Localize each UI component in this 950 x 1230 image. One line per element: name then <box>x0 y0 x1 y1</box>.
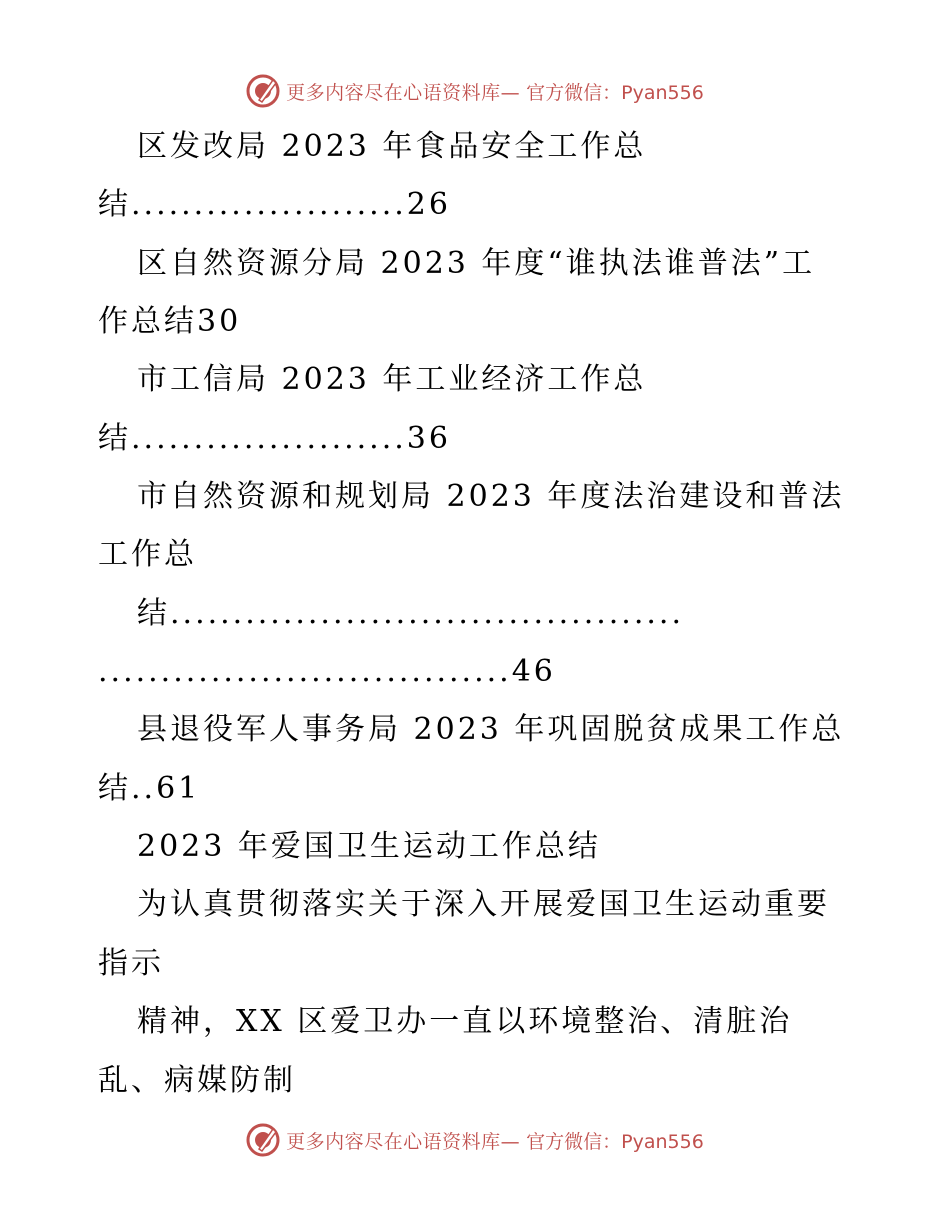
pen-logo-icon <box>246 1123 280 1157</box>
section-title: 2023 年爱国卫生运动工作总结 <box>137 829 601 864</box>
paragraph-line: 为认真贯彻落实关于深入开展爱国卫生运动重要 <box>137 887 830 922</box>
toc-entry-text: 工作总 <box>98 537 197 572</box>
paragraph-line: 指示 <box>98 946 164 981</box>
toc-entry-page: .................................46 <box>98 654 556 689</box>
watermark-contact: 官方微信：Pyan556 <box>526 1130 704 1153</box>
toc-entry-page: 结......................36 <box>98 421 451 456</box>
toc-entry-text: 区自然资源分局 2023 年度“谁执法谁普法”工 <box>137 246 816 281</box>
footer-watermark <box>0 1120 950 1160</box>
watermark-slogan: 更多内容尽在心语资料库— <box>286 1130 521 1153</box>
toc-entry-page: 结......................26 <box>98 187 451 222</box>
toc-entry-page: 结..61 <box>98 771 201 806</box>
toc-entry-text: 区发改局 2023 年食品安全工作总 <box>137 129 647 164</box>
toc-entry-text: 县退役军人事务局 2023 年巩固脱贫成果工作总 <box>137 712 845 747</box>
toc-entry-page: 作总结30 <box>98 304 242 339</box>
paragraph-line: 精神，XX 区爱卫办一直以环境整治、清脏治 <box>137 1004 793 1039</box>
toc-entry-text: 市自然资源和规划局 2023 年度法治建设和普法 <box>137 479 845 514</box>
toc-entry-text: 市工信局 2023 年工业经济工作总 <box>137 362 647 397</box>
toc-entry-leader: 结......................................... <box>137 596 684 631</box>
paragraph-line: 乱、病媒防制 <box>98 1063 296 1098</box>
watermark-slogan: 更多内容尽在心语资料库— <box>286 81 521 104</box>
watermark-contact: 官方微信：Pyan556 <box>526 81 704 104</box>
